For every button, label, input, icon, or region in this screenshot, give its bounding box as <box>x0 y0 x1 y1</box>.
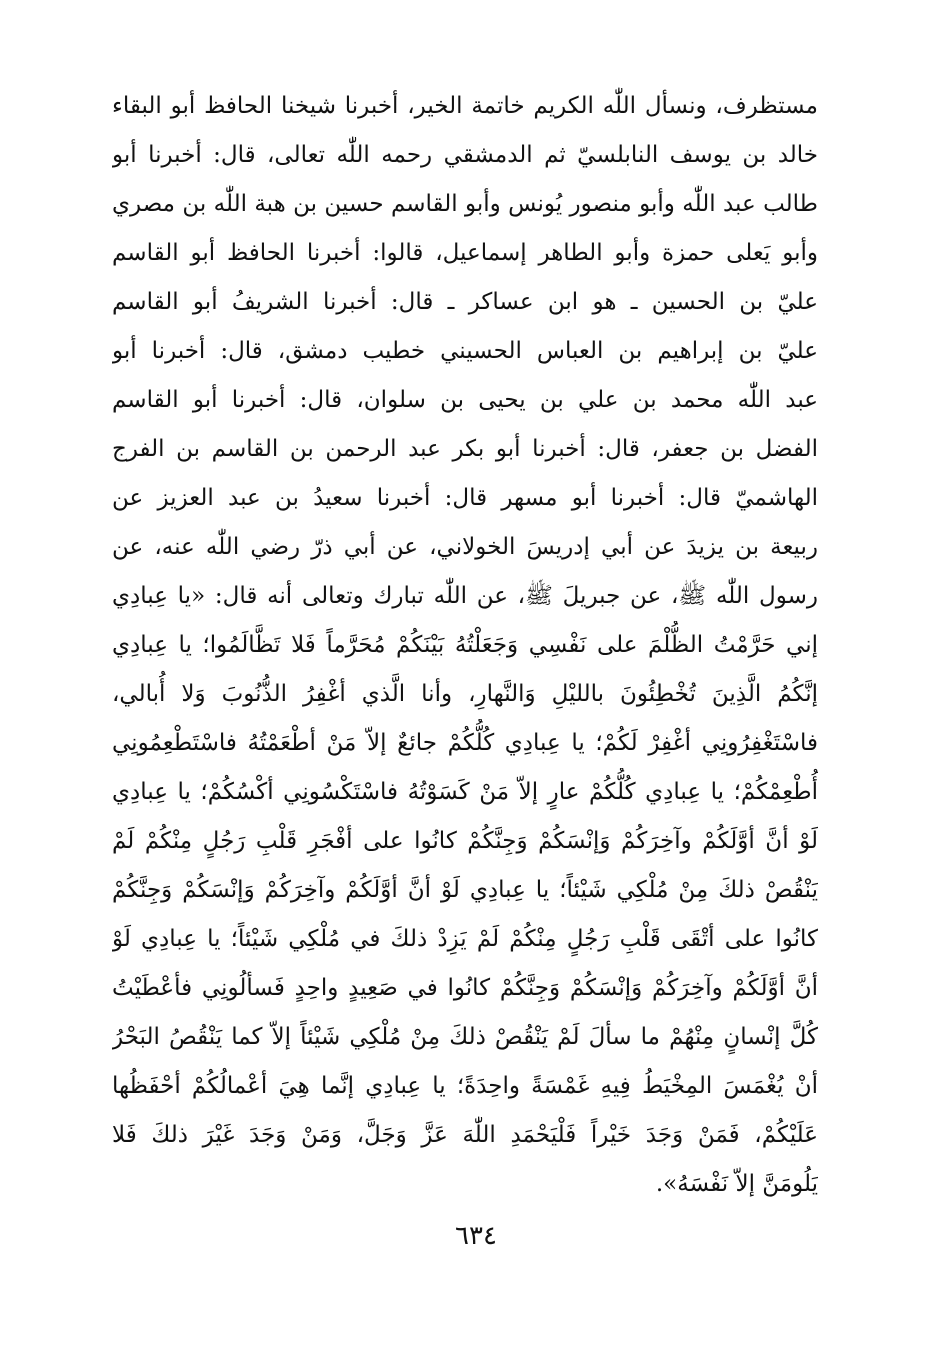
text-line: الفضل بن جعفر، قال: أخبرنا أبو بكر عبد الرحمن بن القاسم بن الفرج <box>112 436 818 462</box>
text-line: الهاشميّ قال: أخبرنا أبو مسهر قال: أخبرنا سعيدُ بن عبد العزيز عن <box>112 485 818 511</box>
text-line-last: يَلُومَنَّ إلاّ نَفْسَهُ». <box>655 1171 818 1197</box>
text-line: أنَّ أوَّلَكُمْ وآخِرَكُمْ وَإنْسَكُمْ وَجِنَّكُمْ كانُوا في صَعِيدٍ واحِدٍ فَسألُونِي فأعْطَيْتُ <box>112 975 818 1001</box>
text-line: وأبو يَعلى حمزة وأبو الطاهر إسماعيل، قالوا: أخبرنا الحافظ أبو القاسم <box>112 240 818 266</box>
text-line: إنَّكُمُ الَّذِينَ تُخْطِئُونَ بالليْلِ وَالنَّهارِ، وأنا الَّذي أغْفِرُ الذُّنُوبَ وَلا أُبالي، <box>112 681 818 707</box>
text-line: كُلَّ إنْسانٍ مِنْهُمْ ما سألَ لَمْ يَنْقُصْ ذلكَ مِنْ مُلْكِي شَيْئاً إلاّ كما يَنْقُصُ البَحْرُ <box>112 1024 818 1050</box>
text-line: يَنْقُصْ ذلكَ مِنْ مُلْكِي شَيْئاً؛ يا عِبادِي لَوْ أنَّ أوَّلَكُمْ وآخِرَكُمْ وَإنْسَكُمْ وَجِنَّكُمْ <box>112 877 818 903</box>
text-line: أُطْعِمْكُمْ؛ يا عِبادِي كُلُّكُمْ عارٍ إلاّ مَنْ كَسَوْتُهُ فاسْتَكْسُونِي أكْسُكُمْ؛ يا عِبادِي <box>112 779 818 805</box>
text-line: فاسْتَغْفِرُونِي أغْفِرْ لَكُمْ؛ يا عِبادِي كُلُّكُمْ جائعٌ إلاّ مَنْ أطْعَمْتُهُ فاسْتَطْعِمُونِي <box>112 730 818 756</box>
text-line: عبد اللّٰه محمد بن علي بن يحيى بن سلوان، قال: أخبرنا أبو القاسم <box>112 387 818 413</box>
text-line: ربيعة بن يزيدَ عن أبي إدريسَ الخولاني، عن أبي ذرّ رضي اللّٰه عنه، عن <box>112 534 818 560</box>
text-line: مستظرف، ونسأل اللّٰه الكريم خاتمة الخير، أخبرنا شيخنا الحافظ أبو البقاء <box>112 93 818 119</box>
body-text <box>112 82 818 1209</box>
text-line: عليّ بن إبراهيم بن العباس الحسيني خطيب دمشق، قال: أخبرنا أبو <box>112 338 818 364</box>
text-line: خالد بن يوسف النابلسيّ ثم الدمشقي رحمه اللّٰه تعالى، قال: أخبرنا أبو <box>112 142 818 168</box>
text-line: أنْ يُغْمَسَ المِخْيَطُ فِيهِ غَمْسَةً واحِدَةً؛ يا عِبادِي إنَّما هِيَ أعْمالُكُمْ أحْفَظُها <box>112 1073 818 1099</box>
text-line: لَوْ أنَّ أوَّلَكُمْ وآخِرَكُمْ وَإنْسَكُمْ وَجِنَّكُمْ كانُوا على أفْجَرِ قَلْبِ رَجُلٍ مِنْكُمْ لَمْ <box>112 828 818 854</box>
text-line: عَلَيْكُمْ، فَمَنْ وَجَدَ خَيْراً فَلْيَحْمَدِ اللّٰهَ عَزَّ وَجَلَّ، وَمَنْ وَجَدَ غَيْرَ ذلكَ فَلا <box>112 1122 818 1148</box>
text-line: كانُوا على أتْقَى قَلْبِ رَجُلٍ مِنْكُمْ لَمْ يَزِدْ ذلكَ في مُلْكِي شَيْئاً؛ يا عِبادِي لَوْ <box>112 926 818 952</box>
text-line: طالب عبد اللّٰه وأبو منصور يُونس وأبو القاسم حسين بن هبة اللّٰه بن مصري <box>112 191 818 217</box>
text-line: إني حَرَّمْتُ الظُّلْمَ على نَفْسِي وَجَعَلْتُهُ بَيْنَكُمْ مُحَرَّماً فَلا تَظَّالَمُوا؛ يا عِبادِي <box>112 632 818 658</box>
text-line: رسول اللّٰه ﷺ، عن جبريلَ ﷺ، عن اللّٰه تبارك وتعالى أنه قال: «يا عِبادِي <box>112 583 818 609</box>
page-number: ٦٣٤ <box>455 1221 497 1251</box>
text-line: عليّ بن الحسين ـ هو ابن عساكر ـ قال: أخبرنا الشريفُ أبو القاسم <box>112 289 818 315</box>
